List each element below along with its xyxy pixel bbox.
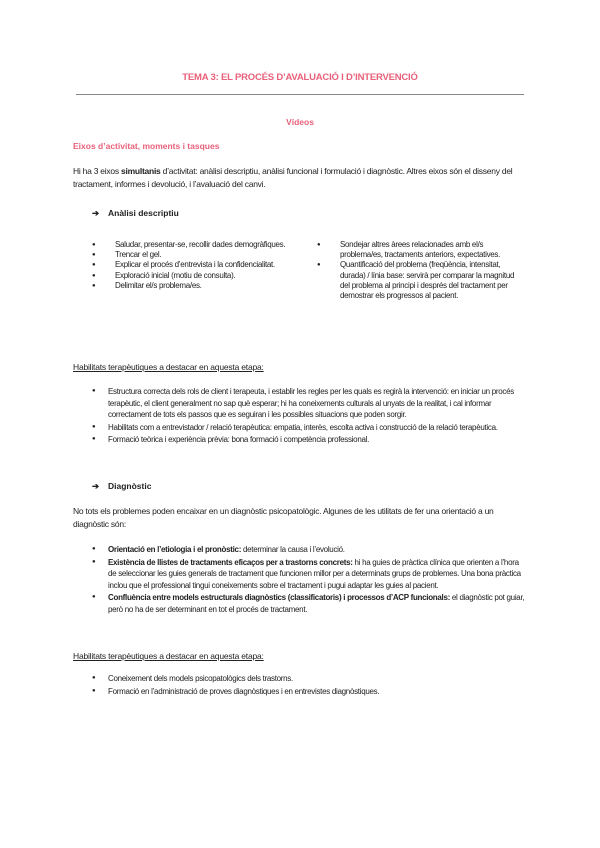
page-title: TEMA 3: EL PROCÉS D’AVALUACIÓ I D’INTERVENCIÓ (182, 72, 418, 83)
subheading-diagnostic-label: Diagnòstic (108, 481, 152, 491)
intro-text-pre: Hi ha 3 eixos (73, 166, 121, 176)
subheading-analisi (92, 208, 179, 219)
list-item: ● Quantificació del problema (freqüència, intensitat, durada) / línia base: servirà per comparar la magnitud del problema al principi i després del tractament per demostrar els progressos al pacient. (317, 260, 515, 301)
intro-text-post: d’activitat: anàlisi descriptiu, anàlisi funcional i formulació i diagnòstic. Altres eixos són el disseny del tractament, informes i devolució, i l’avaluació del canvi. (73, 166, 513, 189)
subheading-diagnostic (92, 481, 151, 492)
habilitats-heading-1: Habilitats terapèutiques a destacar en aquesta etapa: (73, 362, 264, 372)
bullet-icon: ● (92, 546, 96, 552)
bullet-icon: ● (92, 558, 96, 565)
bullet-icon: ● (92, 272, 96, 279)
intro-paragraph (73, 165, 527, 190)
bullet-icon: ● (92, 423, 96, 430)
bullet-icon: ● (92, 687, 96, 694)
habilitats-list-2 (92, 673, 526, 698)
list-item: ● Formació en l’administració de proves diagnòstiques i en entrevistes diagnòstiques. (92, 686, 380, 696)
analisi-left-list (92, 240, 295, 291)
list-item: ● Delimitar el/s problema/es. (92, 280, 202, 290)
title-divider (76, 94, 524, 95)
list-item: ● Sondejar altres àrees relacionades amb el/s problema/es, tractaments anteriors, expectatives. (317, 240, 501, 260)
list-item: ● Trencar el gel. (92, 250, 162, 260)
list-item: ● Saludar, presentar-se, recollir dades demogràfiques. (92, 240, 286, 249)
arrow-right-icon: ➔ (92, 481, 100, 491)
bullet-icon: ● (92, 436, 96, 443)
analisi-right-list (317, 240, 520, 301)
diagnostic-list (92, 544, 526, 617)
list-item: ● Orientació en l’etiologia i el pronòstic: determinar la causa i l’evolució. (92, 545, 345, 554)
bullet-icon: ● (317, 262, 321, 269)
list-item: ● Exploració inicial (motiu de consulta). (92, 270, 236, 280)
list-item: ● Confluència entre models estructurals diagnòstics (classificatoris) i processos d’ACP funcionals: el diagnòstic pot guiar, però no ha de ser determinant en tot el procés de tractament. (92, 593, 525, 614)
bullet-icon: ● (92, 282, 96, 289)
habilitats-list-1 (92, 386, 526, 447)
bullet-icon: ● (92, 242, 96, 248)
list-item: ● Existència de llistes de tractaments eficaços per a trastorns concrets: hi ha guies de pràctica clínica que orienten a l’hora de seleccionar les guies generals de tractament que funcionen millor per a determinats grups de problemes. Una bona pràctica inclou que el professional tingui coneixements sobre el tractament i pugui adaptar les guies al pacient. (92, 557, 521, 590)
habilitats-heading-2: Habilitats terapèutiques a destacar en aquesta etapa: (73, 651, 264, 661)
bullet-icon: ● (92, 262, 96, 269)
bullet-icon: ● (92, 594, 96, 601)
section-heading-eixos: Eixos d’activitat, moments i tasques (73, 141, 220, 151)
diagnostic-paragraph: No tots els problemes poden encaixar en un diagnòstic psicopatològic. Algunes de les utilitats de fer una orientació a un diagnòstic són: (73, 506, 494, 529)
list-item: ● Estructura correcta dels rols de client i terapeuta, i establir les regles per les quals es regirà la intervenció: en iniciar un procés terapèutic, el client generalment no sap què esperar; hi ha coneixements culturals al unyats de la realitat, i cal informar correctament de tots els passos que es seguiran i les possibles situacions que poden sorgir. (92, 387, 514, 420)
list-item: ● Formació teòrica i experiència prèvia: bona formació i competència professional. (92, 435, 370, 445)
page-subtitle: Vídeos (286, 117, 314, 127)
bullet-icon: ● (92, 675, 96, 681)
list-item: ● Habilitats com a entrevistador / relació terapèutica: empatia, interès, escolta activa i construcció de la relació terapèutica. (92, 422, 498, 432)
list-item: ● Explicar el procés d’entrevista i la confidencialitat. (92, 260, 275, 270)
intro-text-bold: simultanis (121, 166, 161, 176)
bullet-icon: ● (92, 388, 96, 394)
bullet-icon: ● (92, 252, 96, 259)
list-item: ● Coneixement dels models psicopatològics dels trastorns. (92, 674, 293, 683)
subheading-analisi-label: Anàlisi descriptiu (108, 208, 179, 218)
bullet-icon: ● (317, 242, 321, 248)
arrow-right-icon: ➔ (92, 208, 100, 218)
